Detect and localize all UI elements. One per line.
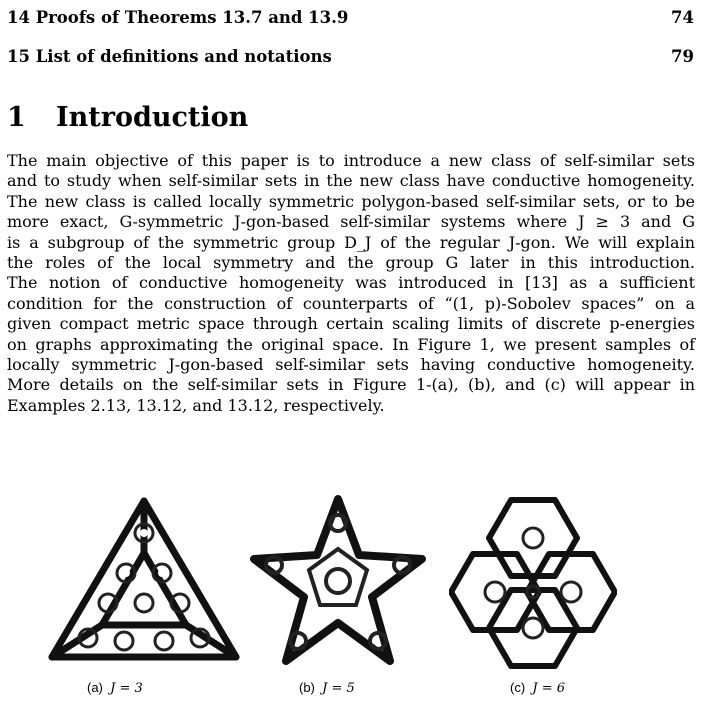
section-number: 1 <box>7 102 26 133</box>
paragraph-line: given compact metric space through certain scaling limits of discrete p-energies <box>7 314 695 334</box>
paragraph-line: is a subgroup of the symmetric group D_J of the regular J-gon. We will explain <box>7 232 695 252</box>
intro-paragraph <box>7 151 695 416</box>
figure-b-image <box>248 493 428 673</box>
section-heading <box>7 102 248 133</box>
paragraph-line: Examples 2.13, 13.12, and 13.12, respectively. <box>7 395 385 415</box>
toc-entry-14[interactable] <box>7 8 694 27</box>
paragraph-line: more exact, G-symmetric J-gon-based self-similar systems where J ≥ 3 and G <box>7 212 695 232</box>
figure-a-caption: (a) J = 3 <box>87 680 143 696</box>
toc-entry-page: 79 <box>671 47 694 66</box>
paragraph-line: the roles of the local symmetry and the group G later in this introduction. <box>7 252 695 272</box>
toc-entry-15[interactable] <box>7 47 694 66</box>
figure-c-image <box>449 494 617 672</box>
section-title: Introduction <box>56 102 249 133</box>
paragraph-line: locally symmetric J-gon-based self-similar sets having conductive homogeneity. <box>7 354 695 374</box>
paragraph-line: and to study when self-similar sets in the new class have conductive homogeneity. <box>7 171 695 191</box>
toc-entry-label: 14 Proofs of Theorems 13.7 and 13.9 <box>7 8 349 27</box>
paragraph-line: The new class is called locally symmetric polygon-based self-similar sets, or to be <box>7 191 695 211</box>
paragraph-line: More details on the self-similar sets in Figure 1-(a), (b), and (c) will appear in <box>7 375 695 395</box>
figure-b-caption: (b) J = 5 <box>299 680 355 696</box>
paragraph-line: The notion of conductive homogeneity was introduced in [13] as a sufficient <box>7 273 695 293</box>
paragraph-line: on graphs approximating the original space. In Figure 1, we present samples of <box>7 334 695 354</box>
paragraph-line: The main objective of this paper is to introduce a new class of self-similar sets <box>7 151 695 170</box>
figure-c-caption: (c) J = 6 <box>510 680 566 696</box>
toc-entry-page: 74 <box>671 8 694 27</box>
toc-entry-label: 15 List of definitions and notations <box>7 47 332 66</box>
paragraph-line: condition for the construction of counterparts of “(1, p)-Sobolev spaces” on a <box>7 293 695 313</box>
figure-a-image <box>48 493 240 663</box>
